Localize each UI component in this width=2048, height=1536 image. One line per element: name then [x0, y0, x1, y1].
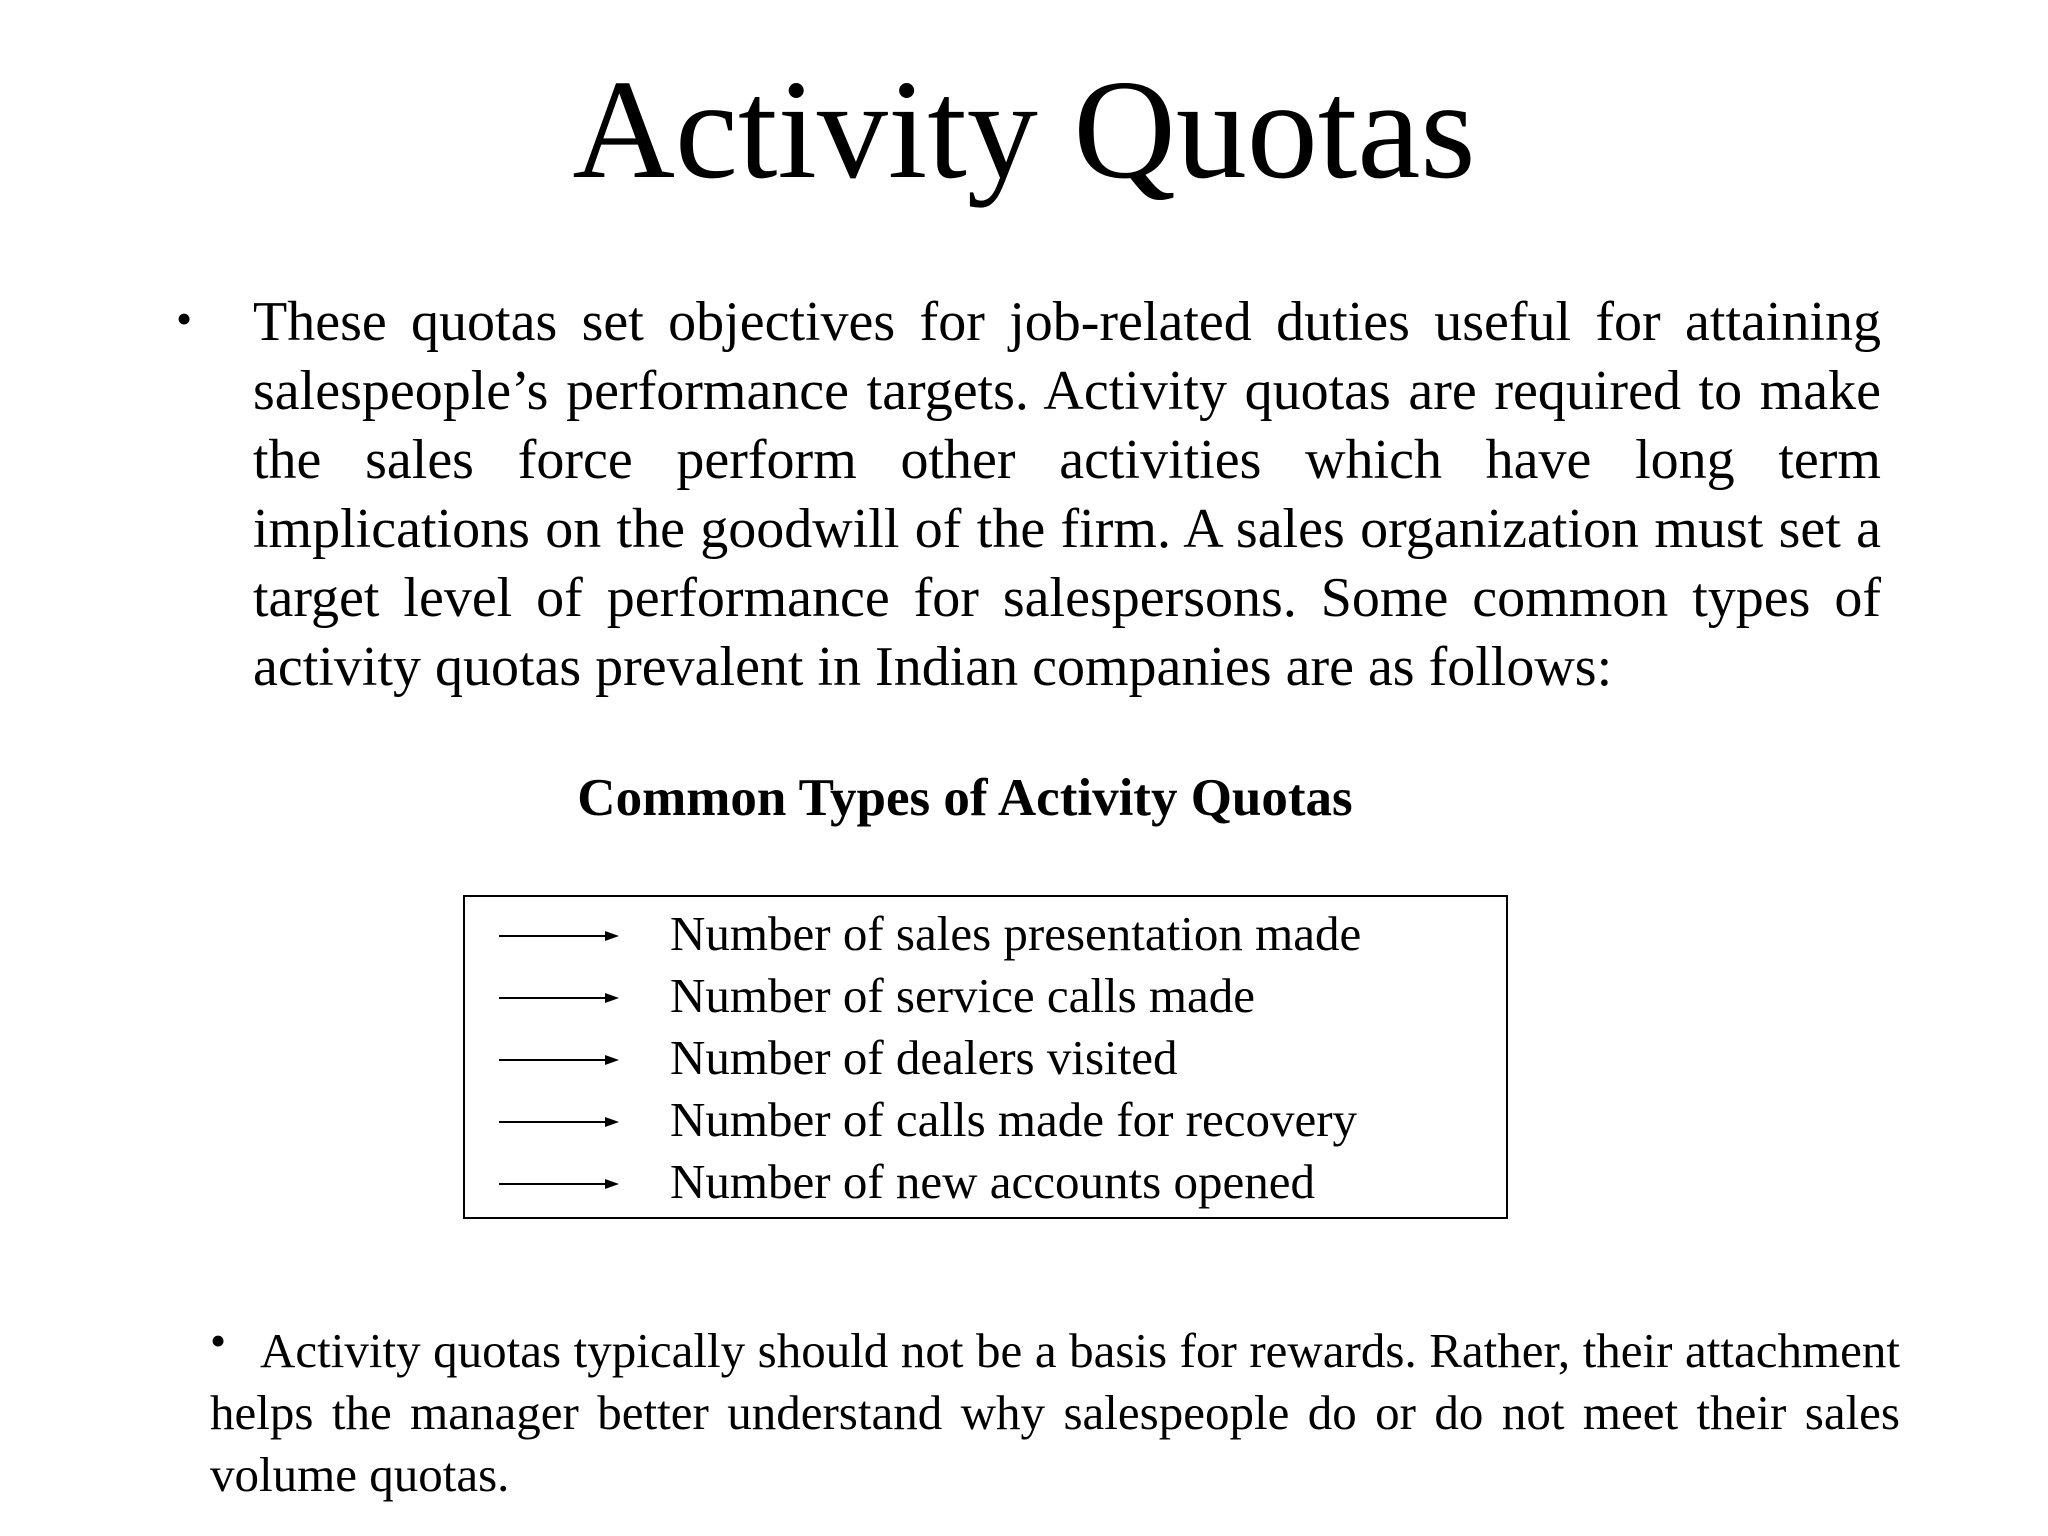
quota-type-label: Number of new accounts opened — [670, 1154, 1315, 1209]
closing-paragraph: Activity quotas typically should not be a basis for rewards. Rather, their attachment helps the manager better understand why salespeople do or do not meet their sales volume quotas. — [210, 1323, 1900, 1502]
bullet-point: • — [210, 1315, 227, 1366]
quota-type-label: Number of service calls made — [670, 968, 1256, 1023]
arrow-right-icon — [499, 929, 619, 943]
section-heading: Common Types of Activity Quotas — [577, 769, 1353, 827]
list-item — [465, 1154, 1506, 1227]
quota-types-list — [465, 906, 1506, 1227]
bullet-point: • — [176, 293, 193, 344]
quota-type-label: Number of dealers visited — [670, 1030, 1178, 1085]
arrow-right-icon — [499, 1053, 619, 1067]
quota-type-label: Number of sales presentation made — [670, 906, 1362, 961]
quota-types-box — [463, 895, 1508, 1219]
arrow-right-icon — [499, 1115, 619, 1129]
page-title: Activity Quotas — [572, 50, 1476, 208]
arrow-right-icon — [499, 991, 619, 1005]
quota-type-label: Number of calls made for recovery — [670, 1092, 1358, 1147]
arrow-right-icon — [499, 1177, 619, 1191]
intro-paragraph: These quotas set objectives for job-related duties useful for attaining salespeople’s performance targets. Activity quotas are required to make the sales force perform other activities which have long term implications on the goodwill of the firm. A sales organization must set a target level of performance for salespersons. Some common types of activity quotas prevalent in Indian companies are as follows: — [253, 291, 1881, 698]
